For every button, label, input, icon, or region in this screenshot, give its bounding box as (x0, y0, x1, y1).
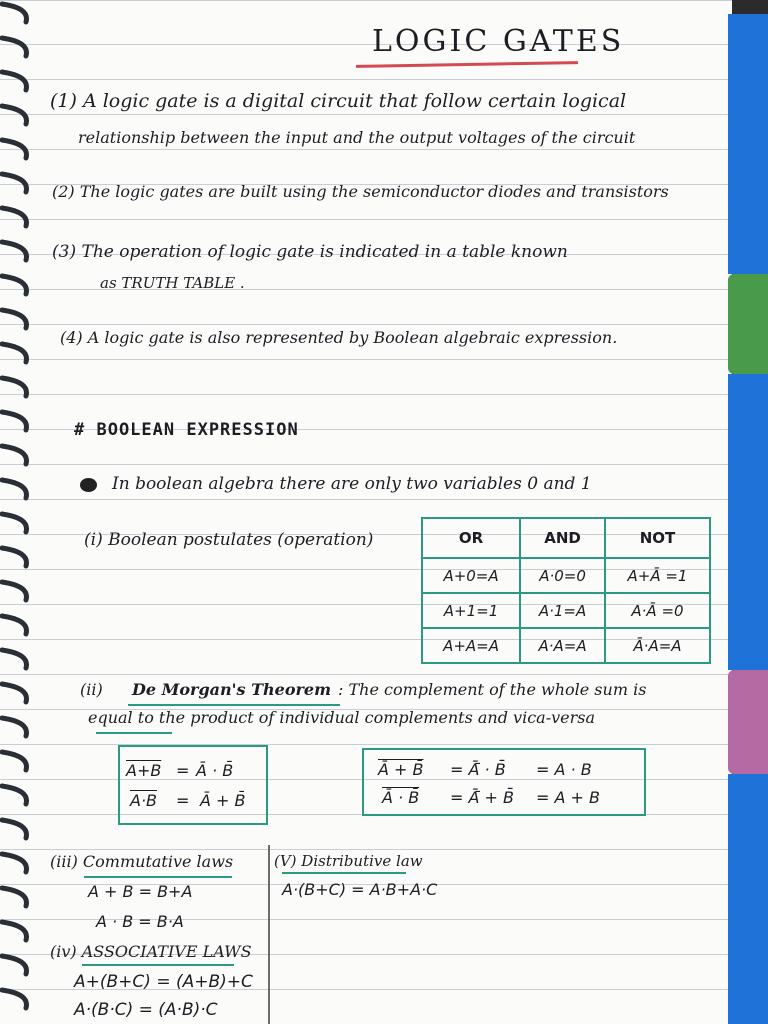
associative-underline (82, 964, 234, 966)
table-header-or: OR (422, 518, 520, 558)
demorgan-box-2 (362, 748, 646, 816)
table-cell: A·0=0 (520, 558, 605, 593)
table-cell: A·1=A (520, 593, 605, 628)
eq-right: Ā · B̄ (196, 761, 234, 780)
boolean-heading: # BOOLEAN EXPRESSION (74, 420, 299, 440)
eq-left: Ā + B̄ (378, 760, 424, 779)
table-row (422, 628, 710, 663)
demorgan-underline (128, 704, 340, 706)
associative-title: (iv) ASSOCIATIVE LAWS (50, 942, 252, 961)
distributive-title: (V) Distributive law (274, 852, 423, 870)
column-divider (268, 845, 270, 1024)
index-tab-blue-2 (728, 374, 768, 670)
point-4: (4) A logic gate is also represented by Boolean algebraic expression. (60, 328, 618, 347)
table-header-and: AND (520, 518, 605, 558)
point-3-line-1: (3) The operation of logic gate is indicated in a table known (52, 242, 568, 262)
spiral-binding (0, 0, 40, 1024)
eq-mid: = Ā̄ · B̄̄ (450, 760, 506, 779)
table-cell: A+1=1 (422, 593, 520, 628)
demorgan-text-2: equal to the product of individual complements and vica-versa (88, 708, 596, 727)
postulates-label: (i) Boolean postulates (operation) (84, 530, 374, 550)
commutative-eq-2: A · B = B·A (96, 912, 184, 931)
index-tab-pink (728, 670, 768, 774)
eq-sign: = (176, 761, 190, 780)
table-cell: A+0=A (422, 558, 520, 593)
demorgan-number: (ii) (80, 680, 103, 699)
eq-sign: = (176, 791, 190, 810)
eq-right: Ā + B̄ (200, 791, 246, 810)
title-underline (356, 61, 578, 68)
commutative-underline (84, 876, 232, 878)
associative-eq-1: A+(B+C) = (A+B)+C (74, 972, 253, 992)
demorgan-title: De Morgan's Theorem (132, 680, 332, 699)
distributive-eq-1: A·(B+C) = A·B+A·C (282, 880, 438, 899)
table-row (422, 558, 710, 593)
table-cell: A·Ā =0 (605, 593, 710, 628)
eq-right: = A · B (536, 760, 592, 779)
boolean-postulates-table (421, 517, 711, 664)
table-cell: A+A=A (422, 628, 520, 663)
point-1-line-1: (1) A logic gate is a digital circuit that follow certain logical (50, 90, 627, 112)
index-tab-blue (728, 14, 768, 274)
page-title: LOGIC GATES (372, 24, 625, 59)
table-header-row (422, 518, 710, 558)
eq-left: A·B (130, 791, 158, 810)
table-row (422, 593, 710, 628)
equal-to-underline (96, 732, 172, 734)
index-tab-green (728, 274, 768, 374)
index-tab-blue-3 (728, 774, 768, 1024)
table-cell: A+Ā =1 (605, 558, 710, 593)
demorgan-box-1 (118, 745, 268, 825)
eq-left: A+B (126, 761, 162, 780)
table-header-not: NOT (605, 518, 710, 558)
point-3-line-2: as TRUTH TABLE . (100, 274, 245, 292)
commutative-eq-1: A + B = B+A (88, 882, 193, 901)
eq-mid: = Ā̄ + B̄̄ (450, 788, 514, 807)
eq-left: Ā · B̄ (382, 788, 420, 807)
demorgan-text-1: : The complement of the whole sum is (338, 680, 647, 699)
eq-right: = A + B (536, 788, 600, 807)
point-1-line-2: relationship between the input and the output voltages of the circuit (78, 128, 636, 147)
associative-eq-2: A·(B·C) = (A·B)·C (74, 1000, 218, 1020)
commutative-title: (iii) Commutative laws (50, 852, 234, 871)
distributive-underline (282, 872, 406, 874)
table-cell: A·A=A (520, 628, 605, 663)
point-2: (2) The logic gates are built using the semiconductor diodes and transistors (52, 182, 669, 201)
bullet-icon (80, 478, 97, 492)
table-cell: Ā·A=A (605, 628, 710, 663)
boolean-variables-text: In boolean algebra there are only two variables 0 and 1 (112, 474, 592, 494)
